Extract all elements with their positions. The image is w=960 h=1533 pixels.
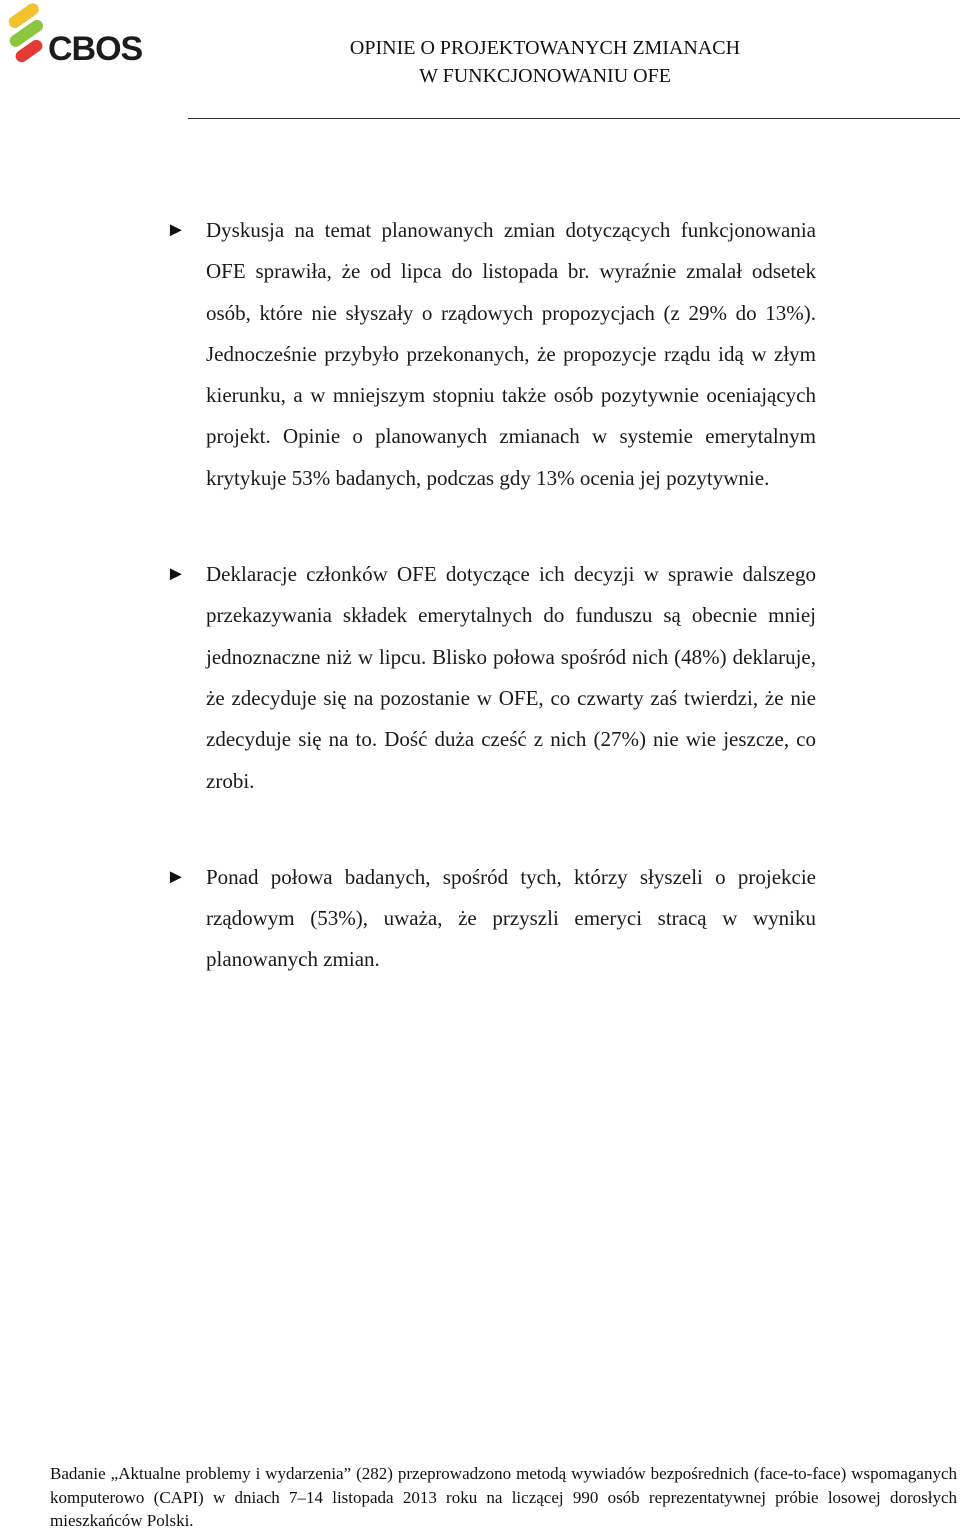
header-title-line-1: OPINIE O PROJEKTOWANYCH ZMIANACH [349,37,741,59]
cbos-logo [4,2,144,76]
bullet-text: Deklaracje członków OFE dotyczące ich decyzji w sprawie dalszego przekazywania składek emerytalnych do funduszu są obecnie mniej jednoznaczne niż w lipcu. Blisko połowa spośród nich (48%) deklaruje, że zdecyduje się na pozostanie w OFE, co czwarty zaś twierdzi, że nie zdecyduje się na to. Dość duża cześć z nich (27%) nie wie jeszcze, co zrobi. [206,562,816,793]
bullet-text: Dyskusja na temat planowanych zmian dotyczących funkcjonowania OFE sprawiła, że od lipca do listopada br. wyraźnie zmalał odsetek osób, które nie słyszały o rządowych propozycjach (z 29% do 13%). Jednocześnie przybyło przekonanych, że propozycje rządu idą w złym kierunku, a w mniejszym stopniu także osób pozytywnie oceniających projekt. Opinie o planowanych zmianach w systemie emerytalnym krytykuje 53% badanych, podczas gdy 13% ocenia jej pozytywnie. [206,218,816,490]
methodology-footnote: Badanie „Aktualne problemy i wydarzenia” (282) przeprowadzono metodą wywiadów bezpośrednich (face-to-face) wspomaganych komputerowo (CAPI) w dniach 7–14 listopada 2013 roku na liczącej 990 osób reprezentatywnej próbie losowej dorosłych mieszkańców Polski. [50,1464,957,1530]
bullet-arrow-icon: ► [166,865,186,888]
header-divider [188,118,960,119]
header-title-line-2: W FUNKCJONOWANIU OFE [419,65,671,87]
bullet-text: Ponad połowa badanych, spośród tych, którzy słyszeli o projekcie rządowym (53%), uważa, że przyszli emeryci stracą w wyniku planowanych zmian. [206,864,816,972]
logo-text: CBOS [48,30,143,68]
summary-content [166,210,816,1036]
bullet-arrow-icon: ► [166,563,186,586]
bullet-arrow-icon: ► [166,219,186,241]
summary-bullet [166,210,816,499]
summary-bullet [166,554,816,802]
summary-bullet [166,857,816,981]
page-header-title [230,34,860,90]
